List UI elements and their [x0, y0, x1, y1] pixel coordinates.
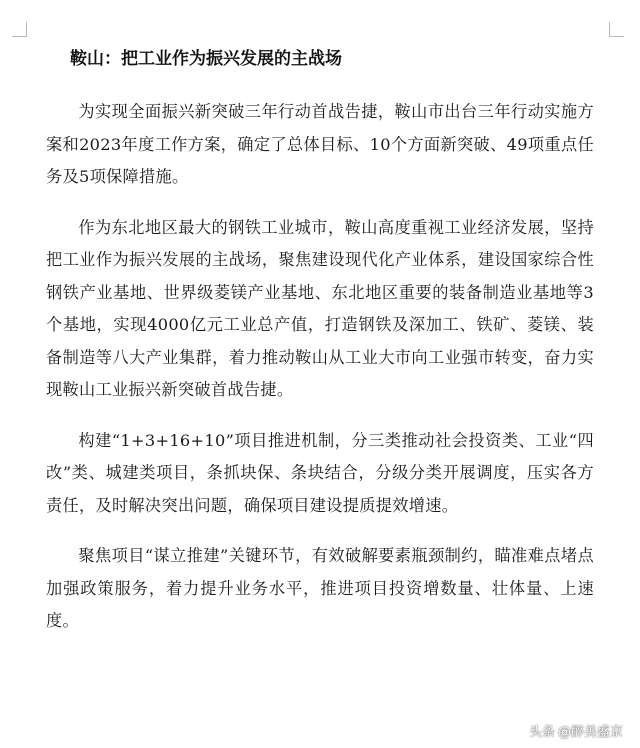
- document-title: 鞍山：把工业作为振兴发展的主战场: [70, 49, 342, 69]
- watermark-account: @醉美盛京: [557, 725, 623, 740]
- watermark: [529, 721, 626, 740]
- page-corner-mark-top-right: [609, 22, 624, 37]
- paragraph-1: 为实现全面振兴新突破三年行动首战告捷，鞍山市出台三年行动实施方案和2023年度工作方案，确定了总体目标、10个方面新突破、49项重点任务及5项保障措施。: [46, 102, 594, 186]
- paragraph-3: 构建“1+3+16+10”项目推进机制，分三类推动社会投资类、工业“四改”类、城建类项目，条抓块保、条块结合，分级分类开展调度，压实各方责任，及时解决突出问题，确保项目建设提质提效增速。: [46, 430, 594, 515]
- page-corner-mark-top-left: [12, 22, 27, 37]
- paragraph-4: 聚焦项目“谋立推建”关键环节，有效破解要素瓶颈制约，瞄准难点堵点加强政策服务，着力提升业务水平，推进项目投资增数量、壮体量、上速度。: [46, 546, 594, 630]
- document-body: [46, 44, 594, 656]
- watermark-platform: 头条: [528, 725, 555, 740]
- paragraph-2: 作为东北地区最大的钢铁工业城市，鞍山高度重视工业经济发展，坚持把工业作为振兴发展的主战场，聚焦建设现代化产业体系，建设国家综合性钢铁产业基地、世界级菱镁产业基地、东北地区重要的装备制造业基地等3个基地，实现4000亿元工业总产值，打造钢铁及深加工、铁矿、菱镁、装备制造等八大产业集群，着力推动鞍山从工业大市向工业强市转变，奋力实现鞍山工业振兴新突破首战告捷。: [46, 217, 594, 399]
